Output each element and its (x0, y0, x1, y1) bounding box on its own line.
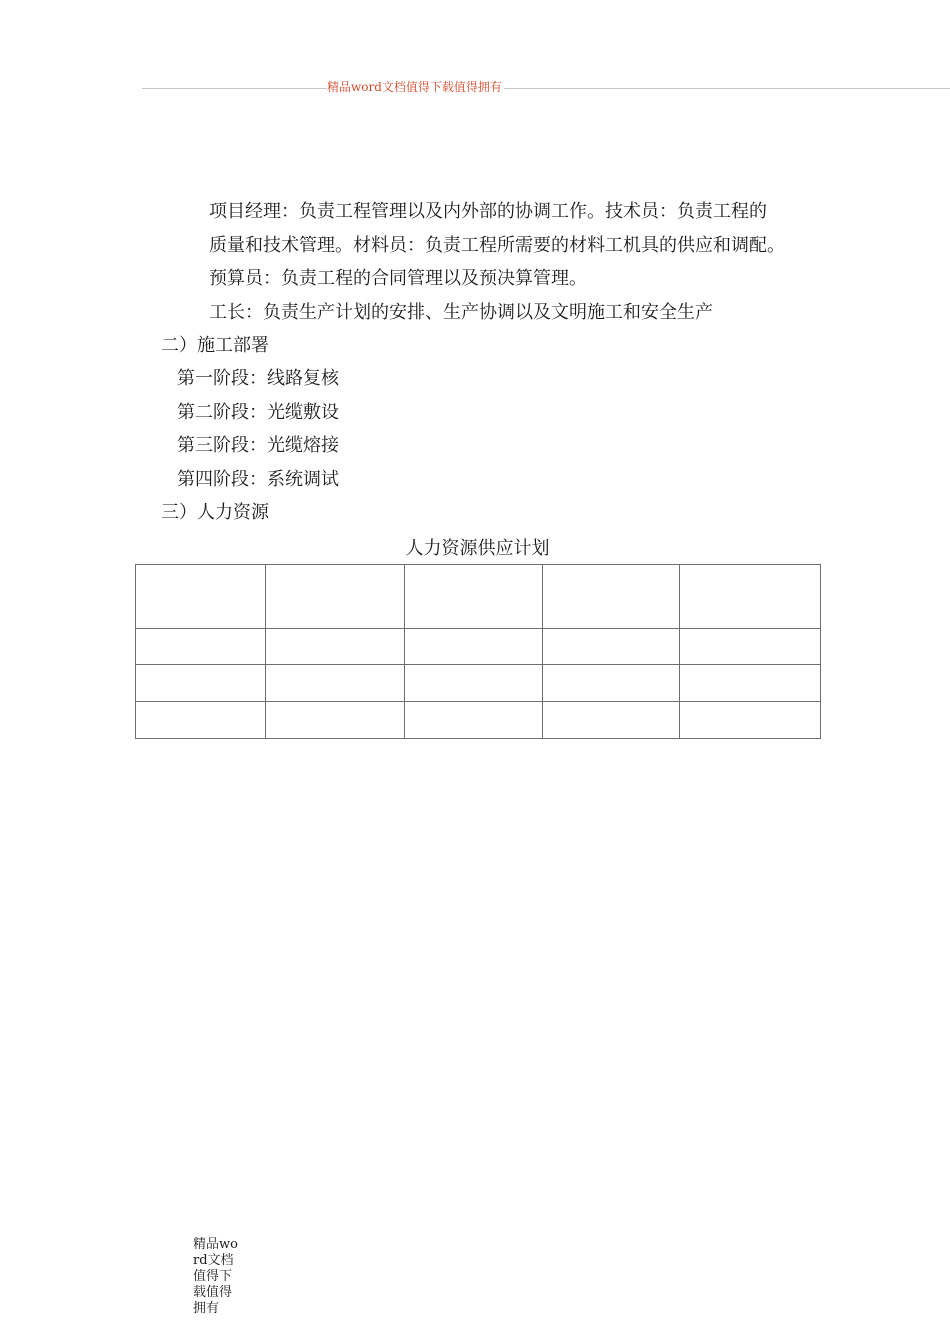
table-cell (543, 629, 680, 665)
role-line-1: 项目经理：负责工程管理以及内外部的协调工作。技术员：负责工程的 (209, 201, 767, 222)
table-cell (266, 665, 405, 702)
table-cell (136, 702, 266, 739)
table-cell (405, 565, 543, 629)
table-row (136, 702, 821, 739)
stage-item-1: 第一阶段：线路复核 (177, 368, 339, 389)
table-cell (543, 565, 680, 629)
section-heading-human-resources: 三）人力资源 (161, 502, 269, 523)
table-cell (136, 629, 266, 665)
table-header-row (136, 565, 821, 629)
table-cell (266, 565, 405, 629)
table-cell (136, 665, 266, 702)
table-cell (405, 629, 543, 665)
table-cell (266, 702, 405, 739)
table-caption: 人力资源供应计划 (405, 538, 550, 559)
table-row (136, 629, 821, 665)
role-line-3: 预算员：负责工程的合同管理以及预决算管理。 (209, 268, 587, 289)
table-row (136, 665, 821, 702)
footer-watermark: 精品word文档值得下载值得拥有 (193, 1237, 238, 1316)
header-rule (142, 88, 950, 89)
resource-plan-table (135, 564, 821, 739)
header-watermark: 精品word文档值得下载值得拥有 (327, 80, 502, 94)
stage-item-3: 第三阶段：光缆熔接 (177, 435, 339, 456)
table-cell (680, 665, 821, 702)
stage-item-4: 第四阶段：系统调试 (177, 469, 339, 490)
table-cell (680, 702, 821, 739)
table-cell (405, 702, 543, 739)
section-heading-deployment: 二）施工部署 (161, 335, 269, 356)
table-cell (266, 629, 405, 665)
stage-item-2: 第二阶段：光缆敷设 (177, 402, 339, 423)
table-cell (405, 665, 543, 702)
role-line-2: 质量和技术管理。材料员：负责工程所需要的材料工机具的供应和调配。 (209, 235, 785, 256)
table-cell (543, 665, 680, 702)
table-cell (680, 629, 821, 665)
table-cell (136, 565, 266, 629)
table-cell (680, 565, 821, 629)
role-line-4: 工长：负责生产计划的安排、生产协调以及文明施工和安全生产 (209, 302, 713, 323)
table-cell (543, 702, 680, 739)
